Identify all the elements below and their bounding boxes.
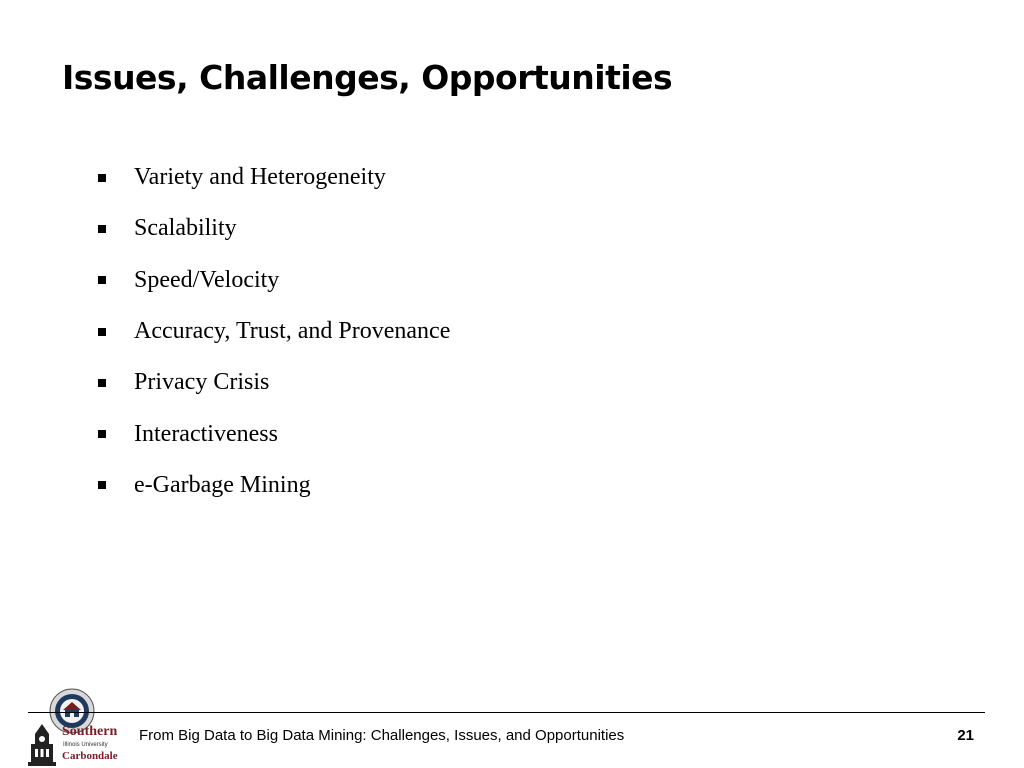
bullet-text: Scalability bbox=[134, 215, 237, 242]
bullet-item bbox=[98, 152, 450, 203]
square-bullet-icon bbox=[98, 328, 106, 336]
bullet-text: Accuracy, Trust, and Provenance bbox=[134, 318, 451, 345]
university-logo bbox=[26, 722, 126, 766]
square-bullet-icon bbox=[98, 174, 106, 182]
footer-title: From Big Data to Big Data Mining: Challenges, Issues, and Opportunities bbox=[139, 727, 625, 744]
logo-text-southern: Southern bbox=[62, 724, 118, 739]
page-number: 21 bbox=[957, 727, 974, 744]
square-bullet-icon bbox=[98, 430, 106, 438]
bullet-text: e-Garbage Mining bbox=[134, 471, 311, 498]
clock-tower-icon bbox=[26, 722, 58, 766]
square-bullet-icon bbox=[98, 276, 106, 284]
bullet-text: Variety and Heterogeneity bbox=[134, 164, 386, 191]
bullet-item bbox=[98, 203, 450, 254]
bullet-item bbox=[98, 306, 450, 357]
bullet-item bbox=[98, 460, 450, 511]
bullet-text: Speed/Velocity bbox=[134, 266, 280, 293]
footer-divider bbox=[28, 712, 985, 713]
slide-title: Issues, Challenges, Opportunities bbox=[62, 58, 673, 97]
bullet-list bbox=[98, 152, 450, 511]
logo-text-carbondale: Carbondale bbox=[62, 750, 118, 762]
bullet-item bbox=[98, 357, 450, 408]
square-bullet-icon bbox=[98, 379, 106, 387]
square-bullet-icon bbox=[98, 225, 106, 233]
logo-text-illinois-university: Illinois University bbox=[63, 742, 108, 748]
bullet-text: Interactiveness bbox=[134, 420, 278, 447]
bullet-item bbox=[98, 255, 450, 306]
bullet-item bbox=[98, 408, 450, 459]
square-bullet-icon bbox=[98, 481, 106, 489]
bullet-text: Privacy Crisis bbox=[134, 369, 270, 396]
